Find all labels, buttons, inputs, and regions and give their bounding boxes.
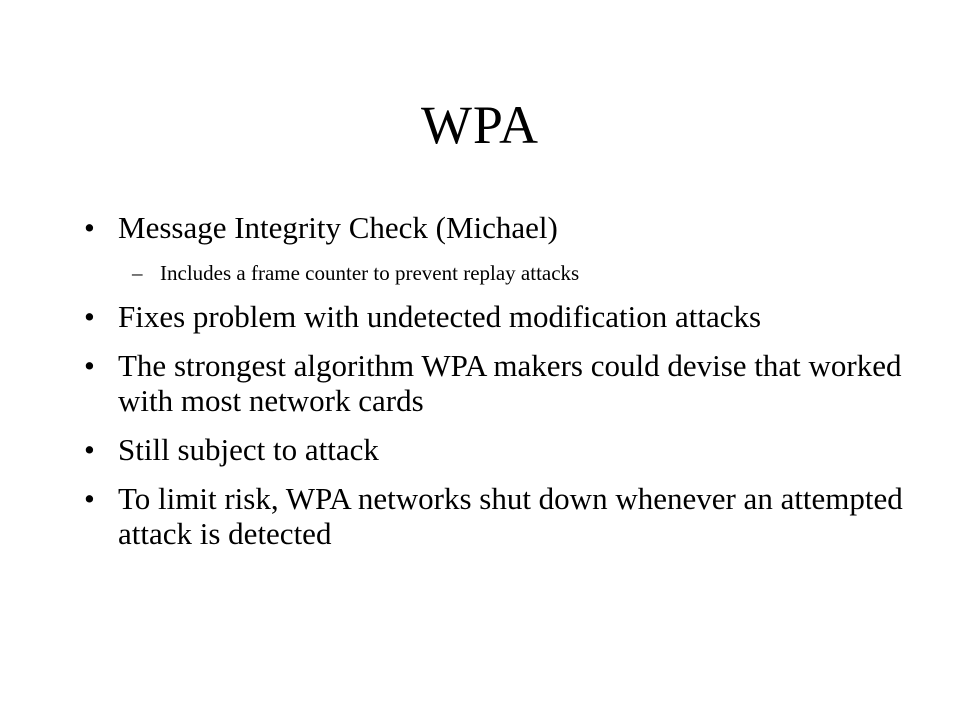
bullet-text: To limit risk, WPA networks shut down whenever an attempted attack is detected: [118, 481, 903, 551]
bullet-point-icon: •: [84, 299, 95, 334]
bullet-text: Still subject to attack: [118, 432, 379, 467]
bullet-item: [84, 481, 904, 551]
sub-bullet-item: [84, 259, 904, 287]
bullet-list: [84, 210, 904, 565]
bullet-text: Message Integrity Check (Michael): [118, 210, 558, 245]
dash-icon: –: [132, 261, 143, 285]
bullet-point-icon: •: [84, 481, 95, 516]
bullet-point-icon: •: [84, 210, 95, 245]
bullet-text: The strongest algorithm WPA makers could devise that worked with most network cards: [118, 348, 902, 418]
sub-bullet-text: Includes a frame counter to prevent replay attacks: [160, 261, 580, 285]
bullet-item: [84, 432, 904, 467]
bullet-item: [84, 210, 904, 245]
bullet-point-icon: •: [84, 348, 95, 383]
bullet-point-icon: •: [84, 432, 95, 467]
bullet-item: [84, 299, 904, 334]
bullet-item: [84, 348, 904, 418]
bullet-text: Fixes problem with undetected modification attacks: [118, 299, 762, 334]
slide-title: WPA: [420, 95, 540, 155]
